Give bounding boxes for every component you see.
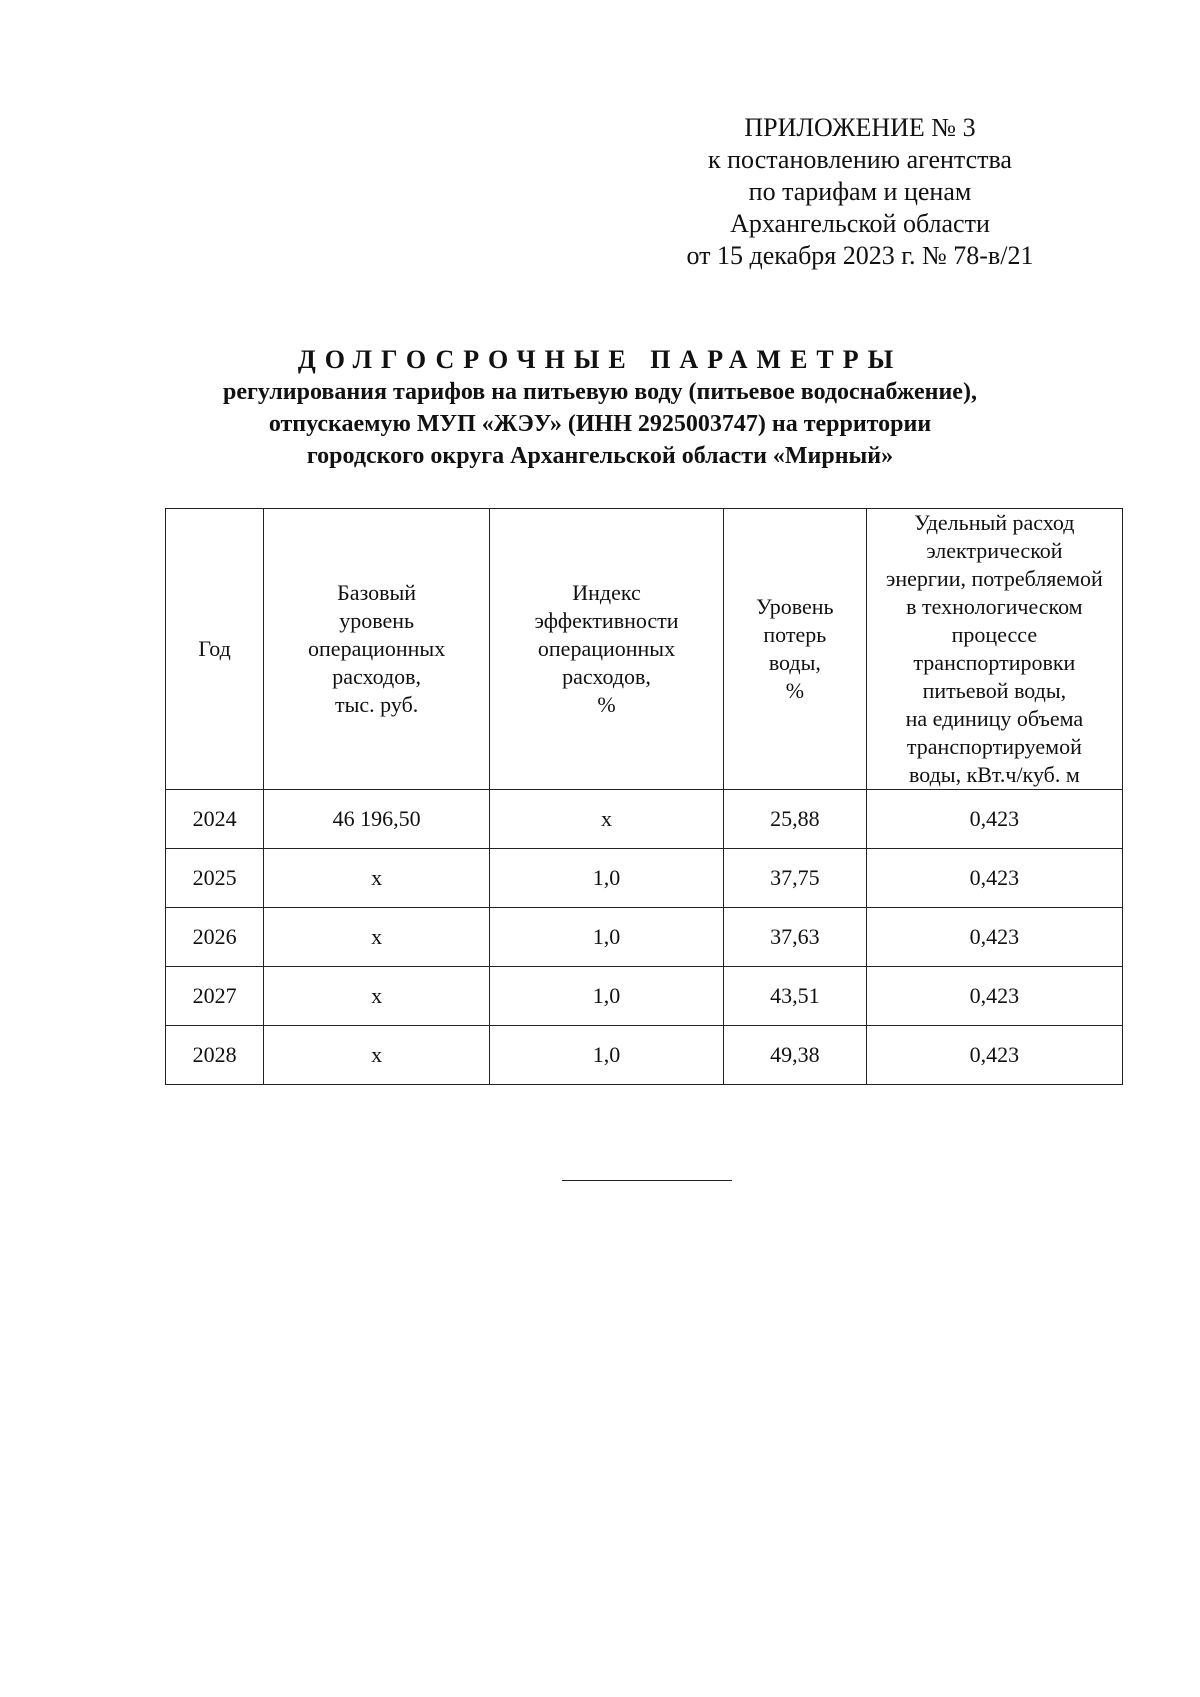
cell-year: 2028 bbox=[166, 1026, 264, 1085]
cell-efficiency-index: х bbox=[490, 790, 724, 849]
header-year: Год bbox=[166, 509, 264, 790]
header-energy-consumption: Удельный расход электрической энергии, потребляемой в технологическом процессе транспортировки питьевой воды, на единицу объема транспортируемой воды, кВт.ч/куб. м bbox=[866, 509, 1122, 790]
cell-water-loss: 25,88 bbox=[723, 790, 866, 849]
header-base-opex: Базовый уровень операционных расходов, тыс. руб. bbox=[264, 509, 490, 790]
appendix-date: от 15 декабря 2023 г. № 78-в/21 bbox=[686, 241, 1034, 270]
cell-year: 2027 bbox=[166, 967, 264, 1026]
appendix-number: ПРИЛОЖЕНИЕ № 3 bbox=[744, 113, 976, 142]
appendix-ref-line: к постановлению агентства bbox=[708, 145, 1012, 174]
document-subtitle-line: городского округа Архангельской области «Мирный» bbox=[306, 443, 894, 469]
table-header-row bbox=[166, 509, 1123, 790]
cell-efficiency-index: 1,0 bbox=[490, 849, 724, 908]
cell-energy-consumption: 0,423 bbox=[866, 790, 1122, 849]
appendix-ref-line: по тарифам и ценам bbox=[748, 177, 972, 206]
appendix-block bbox=[640, 112, 1080, 272]
appendix-ref-line: Архангельской области bbox=[730, 209, 990, 238]
cell-energy-consumption: 0,423 bbox=[866, 1026, 1122, 1085]
cell-year: 2026 bbox=[166, 908, 264, 967]
cell-base-opex: х bbox=[264, 908, 490, 967]
cell-efficiency-index: 1,0 bbox=[490, 1026, 724, 1085]
cell-energy-consumption: 0,423 bbox=[866, 849, 1122, 908]
cell-water-loss: 49,38 bbox=[723, 1026, 866, 1085]
end-of-document-line bbox=[562, 1180, 732, 1181]
cell-energy-consumption: 0,423 bbox=[866, 908, 1122, 967]
document-subtitle-line: отпускаемую МУП «ЖЭУ» (ИНН 2925003747) на территории bbox=[268, 411, 932, 437]
cell-water-loss: 37,63 bbox=[723, 908, 866, 967]
table-row bbox=[166, 790, 1123, 849]
table-row bbox=[166, 967, 1123, 1026]
header-water-loss: Уровень потерь воды, % bbox=[723, 509, 866, 790]
parameters-table bbox=[165, 508, 1123, 1085]
document-heading bbox=[150, 344, 1050, 472]
cell-energy-consumption: 0,423 bbox=[866, 967, 1122, 1026]
cell-base-opex: 46 196,50 bbox=[264, 790, 490, 849]
table-row bbox=[166, 1026, 1123, 1085]
table-row bbox=[166, 849, 1123, 908]
document-subtitle-line: регулирования тарифов на питьевую воду (питьевое водоснабжение), bbox=[223, 379, 977, 405]
table-row bbox=[166, 908, 1123, 967]
cell-year: 2025 bbox=[166, 849, 264, 908]
cell-efficiency-index: 1,0 bbox=[490, 967, 724, 1026]
cell-base-opex: х bbox=[264, 1026, 490, 1085]
cell-water-loss: 43,51 bbox=[723, 967, 866, 1026]
cell-base-opex: х bbox=[264, 967, 490, 1026]
cell-water-loss: 37,75 bbox=[723, 849, 866, 908]
cell-year: 2024 bbox=[166, 790, 264, 849]
header-efficiency-index: Индекс эффективности операционных расходов, % bbox=[490, 509, 724, 790]
cell-efficiency-index: 1,0 bbox=[490, 908, 724, 967]
document-title: ДОЛГОСРОЧНЫЕ ПАРАМЕТРЫ bbox=[297, 345, 903, 374]
cell-base-opex: х bbox=[264, 849, 490, 908]
